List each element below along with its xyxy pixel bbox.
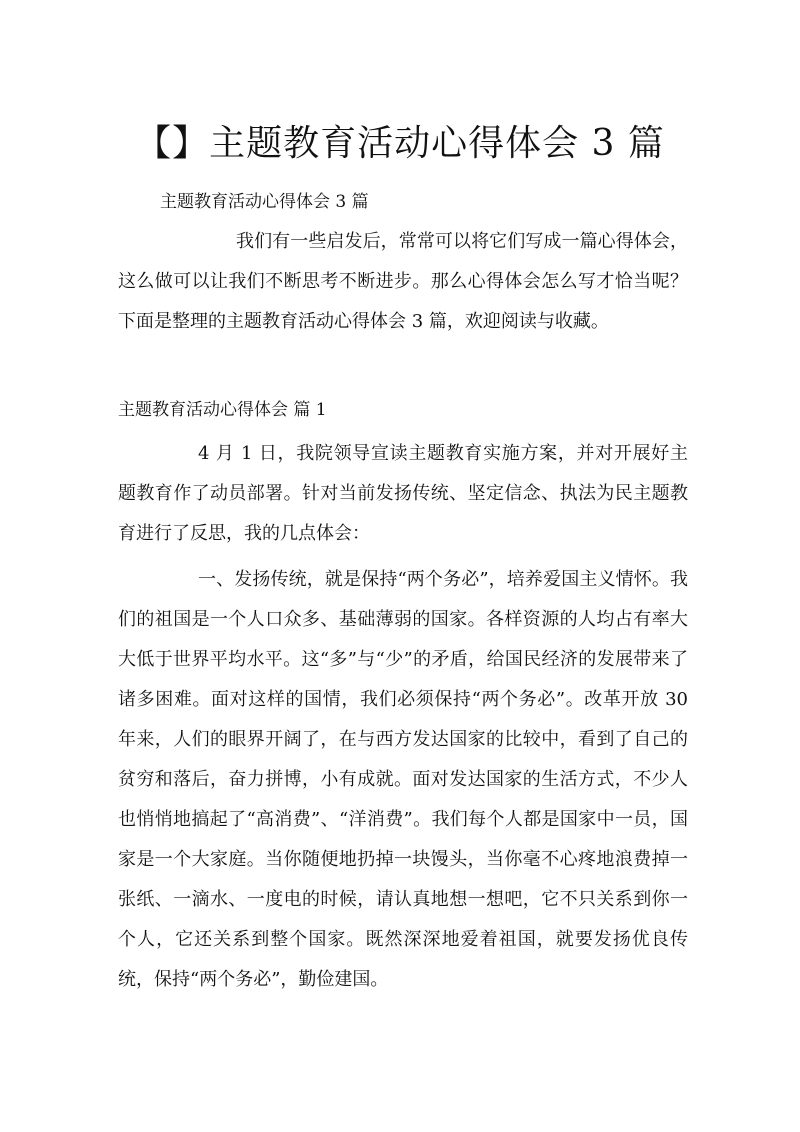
intro-paragraph: 我们有一些启发后，常常可以将它们写成一篇心得体会，这么做可以让我们不断思考不断进步。那么心得体会怎么写才恰当呢？下面是整理的主题教育活动心得体会 3 篇，欢迎阅读与收藏。 xyxy=(118,231,688,332)
body-paragraph-2: 一、发扬传统，就是保持“两个务必”，培养爱国主义情怀。我们的祖国是一个人口众多、基础薄弱的国家。各样资源的人均占有率大大低于世界平均水平。这“多”与“少”的矛盾，给国民经济的发展带来了诸多困难。面对这样的国情，我们必须保持“两个务必”。改革开放 30 年来，人们的眼界开阔了，在与西方发达国家的比较中，看到了自己的贫穷和落后，奋力拼博，小有成就。面对发达国家的生活方式，不少人也悄悄地搞起了“高消费”、“洋消费”。我们每个人都是国家中一员，国家是一个大家庭。当你随便地扔掉一块馒头，当你毫不心疼地浪费掉一张纸、一滴水、一度电的时候，请认真地想一想吧，它不只关系到你一个人，它还关系到整个国家。既然深深地爱着祖国，就要发扬优良传统，保持“两个务必”，勤俭建国。 xyxy=(118,569,688,990)
document-subtitle: 主题教育活动心得体会 3 篇 xyxy=(160,192,369,212)
section-heading: 主题教育活动心得体会 篇 1 xyxy=(118,400,327,420)
document-title: 【】主题教育活动心得体会 3 篇 xyxy=(135,123,665,164)
body-paragraph-1: 4 月 1 日，我院领导宣读主题教育实施方案，并对开展好主题教育作了动员部署。针对当前发扬传统、坚定信念、执法为民主题教育进行了反思，我的几点体会： xyxy=(118,443,688,544)
